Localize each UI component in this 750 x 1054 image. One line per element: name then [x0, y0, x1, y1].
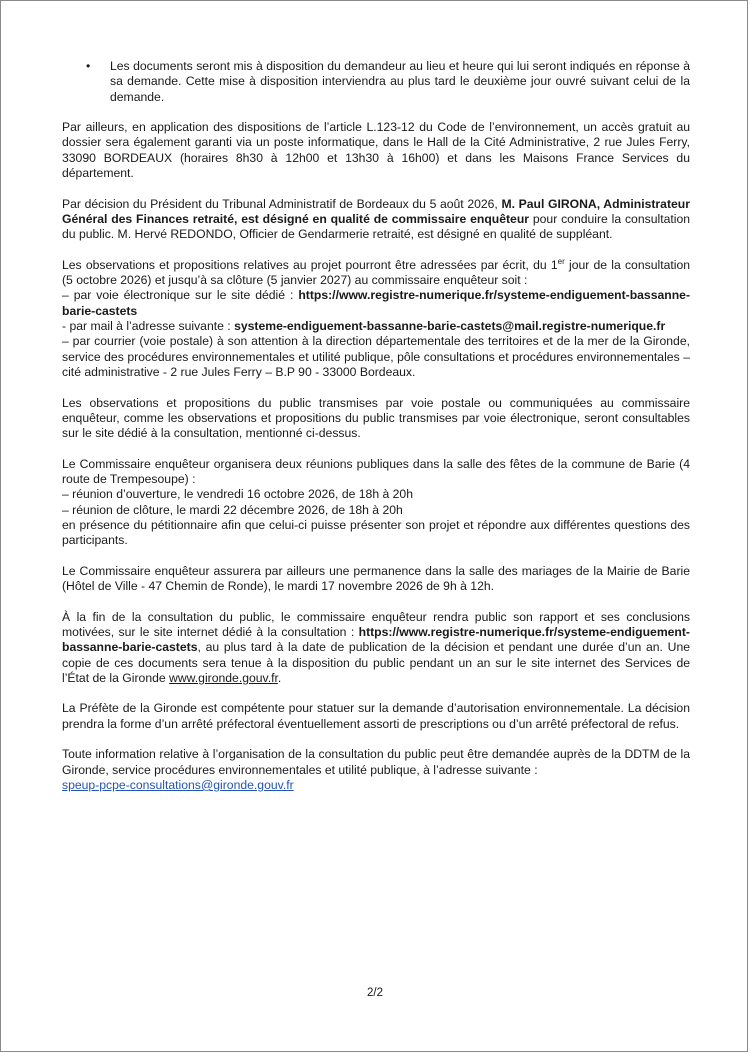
observations-intro-a: Les observations et propositions relatives au projet pourront être adressées par écrit, du 1: [62, 257, 558, 272]
bullet-text: Les documents seront mis à disposition du demandeur au lieu et heure qui lui seront indiqués en réponse à sa demande. Cette mise à disposition interviendra au plus tard le deuxième jour ouvré suivant celui de la demande.: [110, 59, 690, 104]
paragraph-reunions: [62, 457, 690, 549]
info-text: Toute information relative à l’organisation de la consultation du public peut être demandée auprès de la DDTM de la Gironde, service procédures environnementales et utilité publique, à l’adresse suivante :: [62, 747, 690, 777]
paragraph-observations: [62, 258, 690, 380]
document-body: [62, 59, 690, 809]
gironde-site-link[interactable]: www.gironde.gouv.fr: [169, 670, 278, 685]
reunion-cloture: – réunion de clôture, le mardi 22 décembre 2026, de 18h à 20h: [62, 502, 403, 517]
observations-web: [62, 288, 690, 319]
observations-post: – par courrier (voie postale) à son attention à la direction départementale des territoires et de la mer de la Gironde, service des procédures environnementales et utilité publique, pôle consultations et procédures environnementales – cité administrative - 2 rue Jules Ferry – B.P 90 - 33000 Bordeaux.: [62, 334, 690, 379]
bullet-marker: •: [86, 59, 91, 73]
decision-text-end: pour conduire la consultation du public. M. Hervé REDONDO, Officier de Gendarmerie retraité, est désigné en qualité de suppléant.: [62, 211, 691, 242]
observations-intro: [62, 258, 690, 289]
reunion-ouverture: – réunion d’ouverture, le vendredi 16 octobre 2026, de 18h à 20h: [62, 487, 413, 502]
observations-mail: [62, 319, 690, 334]
contact-email-link[interactable]: speup-pcpe-consultations@gironde.gouv.fr: [62, 777, 294, 792]
observations-intro-sup: er: [557, 256, 565, 266]
decision-text-start: Par décision du Président du Tribunal Administratif de Bordeaux du 5 août 2026,: [62, 196, 502, 211]
paragraph-permanence: Le Commissaire enquêteur assurera par ailleurs une permanence dans la salle des mariages de la Mairie de Barie (Hôtel de Ville - 47 Chemin de Ronde), le mardi 17 novembre 2026 de 9h à 12h.: [62, 563, 690, 594]
paragraph-rapport: [62, 610, 690, 686]
rapport-url[interactable]: https://www.registre-numerique.fr/systeme-endiguement-bassanne-barie-castets: [62, 624, 690, 655]
paragraph-consultables: Les observations et propositions du public transmises par voie postale ou communiquées au commissaire enquêteur, comme les observations et propositions du public transmises par voie électronique, seront consultables sur le site dédié à la consultation, mentionné ci-dessus.: [62, 395, 690, 441]
paragraph-info: [62, 747, 690, 793]
observations-intro-b: jour de la consultation (5 octobre 2026) et jusqu’à sa clôture (5 janvier 2027) au commissaire enquêteur soit :: [62, 257, 691, 288]
rapport-text-end: , au plus tard à la date de publication de la décision et pendant une durée d’un an. Une copie de ces documents sera tenue à la disposition du public pendant un an sur le site internet des Services de l’État de la Gironde: [62, 640, 690, 685]
list-item: [62, 59, 690, 105]
registre-url[interactable]: https://www.registre-numerique.fr/systeme-endiguement-bassanne-barie-castets: [62, 288, 690, 318]
page-number: 2/2: [367, 987, 383, 999]
reunions-outro: en présence du pétitionnaire afin que celui-ci puisse présenter son projet et répondre aux différentes questions des participants.: [62, 517, 690, 548]
reunions-intro: Le Commissaire enquêteur organisera deux réunions publiques dans la salle des fêtes de la commune de Barie (4 route de Trempesoupe) :: [62, 456, 690, 487]
rapport-text-start: À la fin de la consultation du public, le commissaire enquêteur rendra public son rapport et ses conclusions motivées, sur le site internet dédié à la consultation :: [62, 609, 690, 639]
decision-commissioner: M. Paul GIRONA, Administrateur Général des Finances retraité, est désigné en qualité de commissaire enquêteur: [62, 196, 690, 226]
paragraph-prefete: La Préfète de la Gironde est compétente pour statuer sur la demande d’autorisation environnementale. La décision prendra la forme d’un arrêté préfectoral éventuellement assorti de prescriptions ou d’un arrêté préfectoral de refus.: [62, 701, 690, 731]
paragraph-decision: [62, 197, 690, 243]
mail-label: - par mail à l’adresse suivante :: [62, 319, 235, 334]
registre-mail[interactable]: systeme-endiguement-bassanne-barie-castets@mail.registre-numerique.fr: [234, 319, 666, 334]
web-label: – par voie électronique sur le site dédié :: [62, 288, 299, 303]
rapport-period: .: [277, 670, 282, 685]
paragraph-access: Par ailleurs, en application des dispositions de l’article L.123-12 du Code de l’environnement, un accès gratuit au dossier sera également garanti via un poste informatique, dans le Hall de la Cité Administrative, 2 rue Jules Ferry, 33090 BORDEAUX (horaires 8h30 à 12h00 et 13h30 à 16h00) et dans les Maisons France Services du département.: [62, 120, 690, 181]
